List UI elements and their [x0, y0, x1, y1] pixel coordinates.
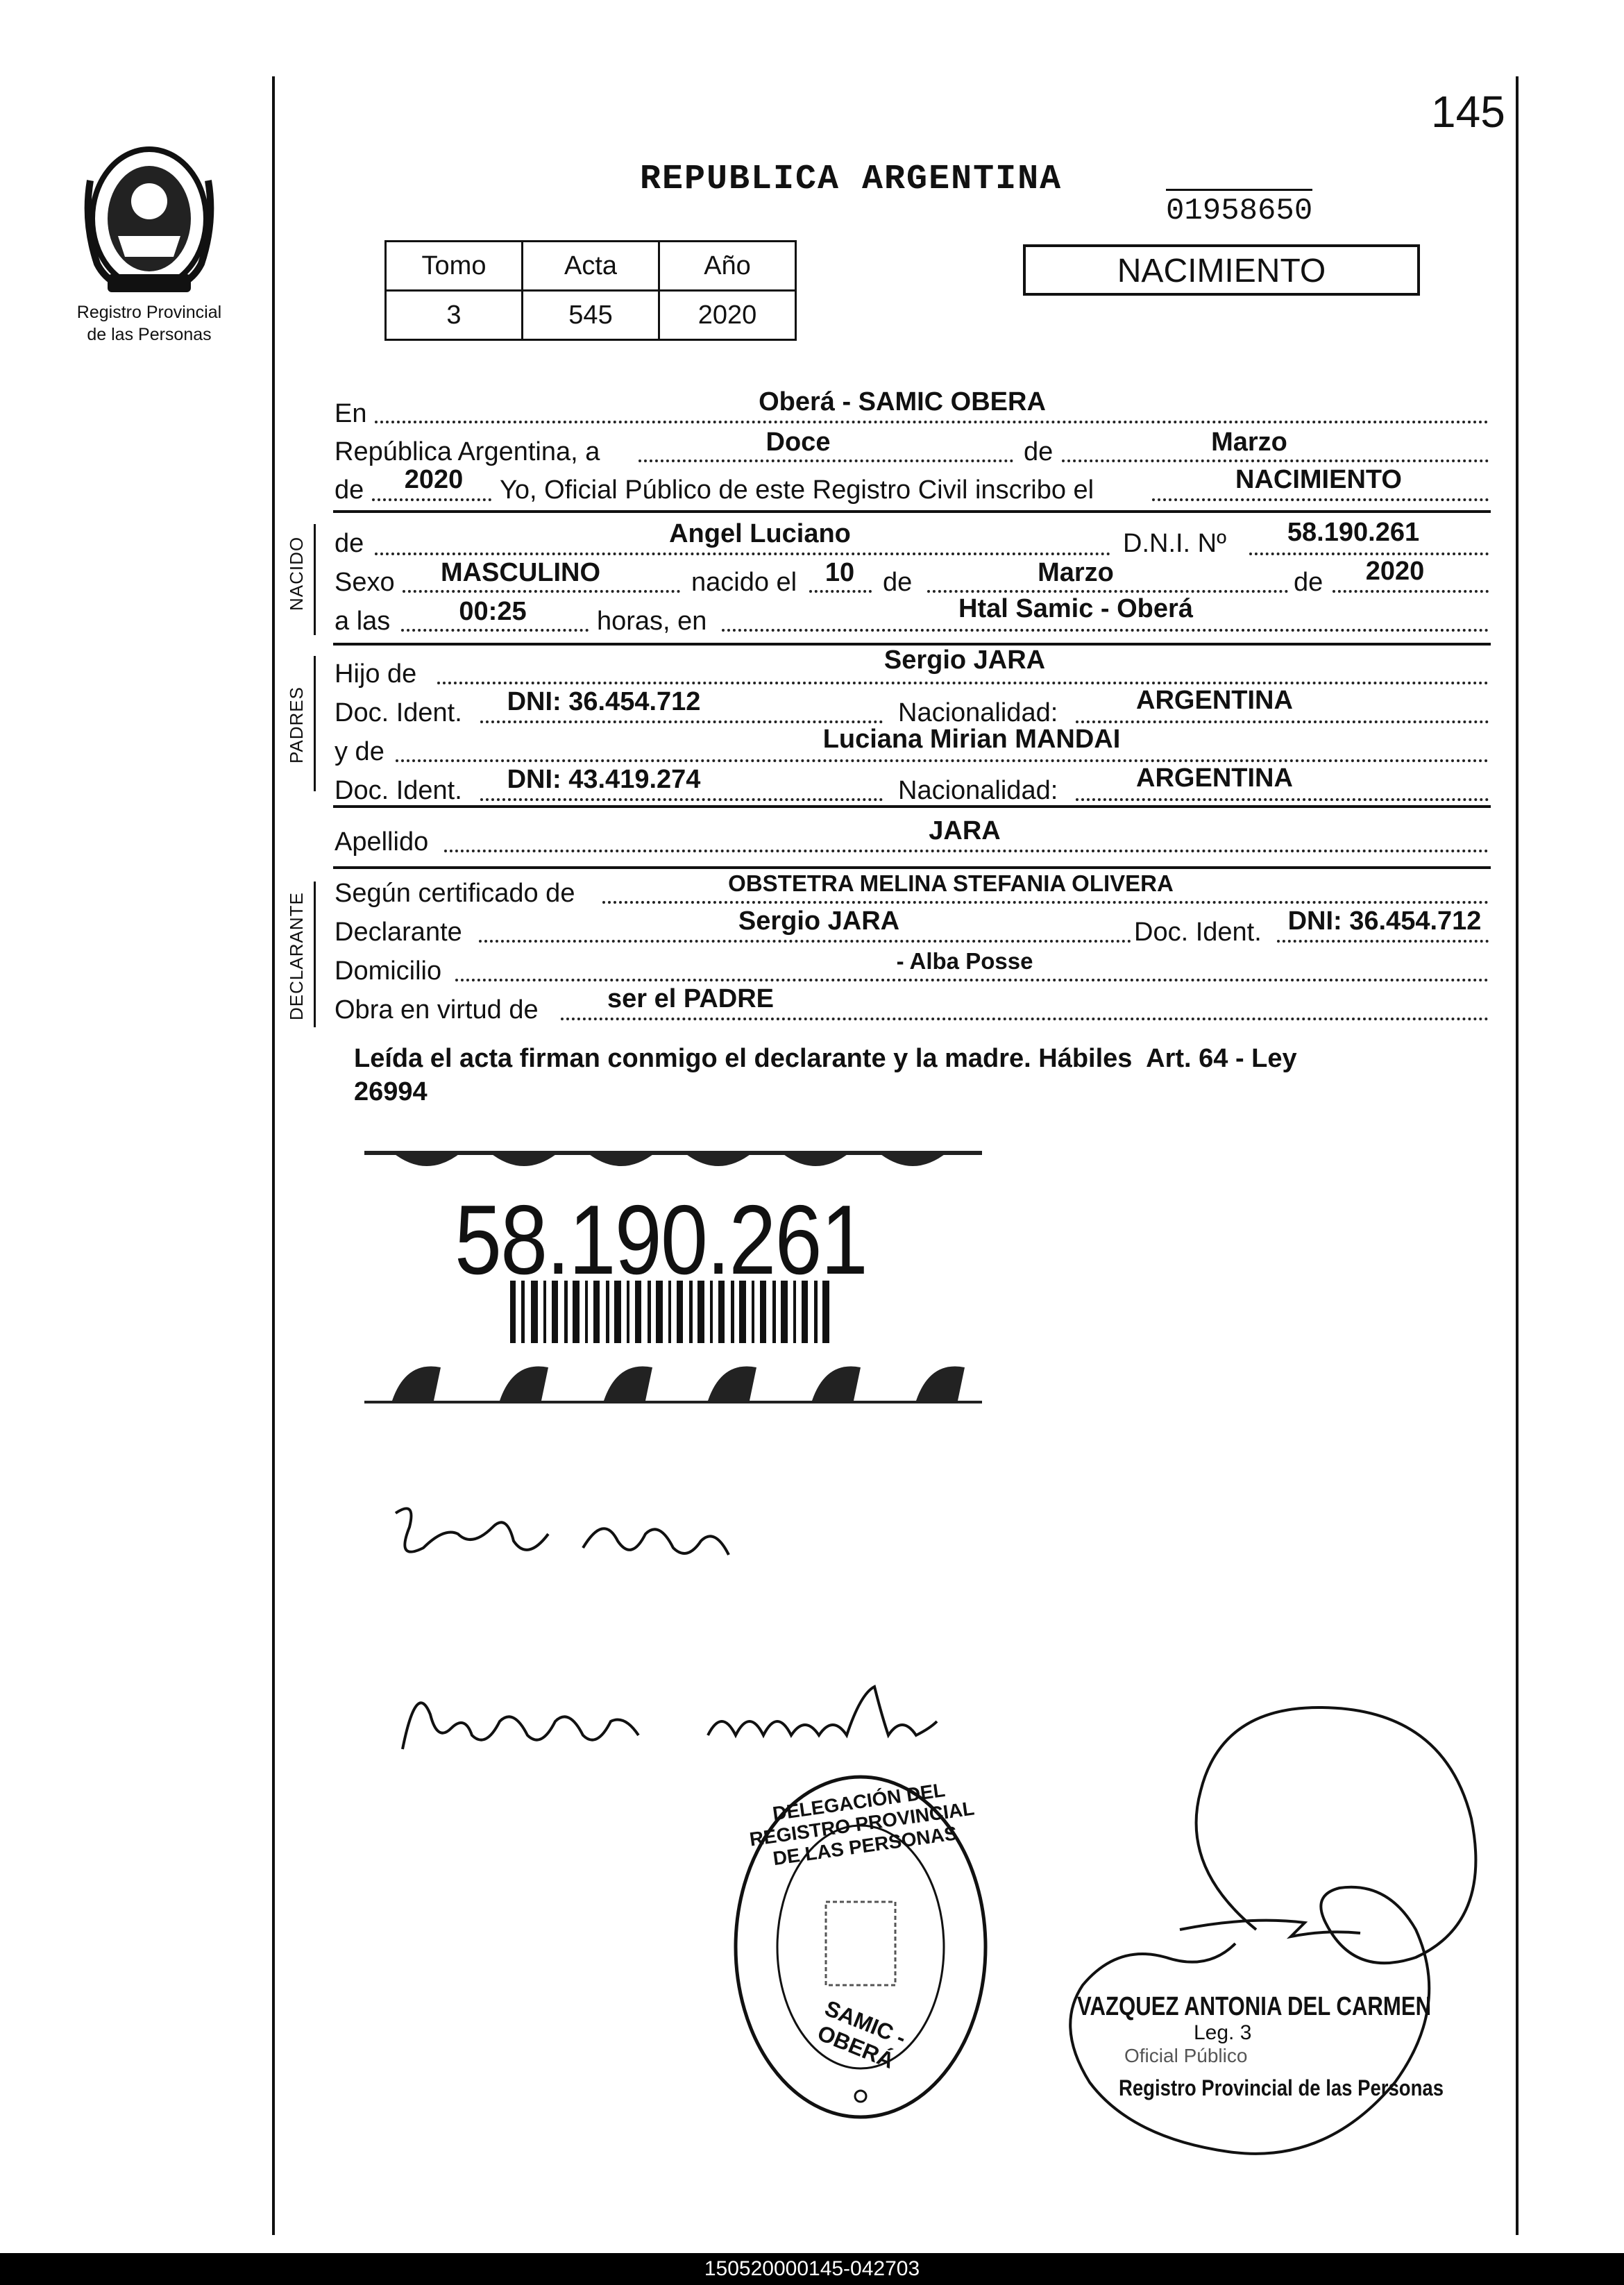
mother-name: Luciana Mirian MANDAI [822, 725, 1121, 754]
closing-line-2: 26994 [354, 1077, 428, 1106]
father-name: Sergio JARA [883, 646, 1046, 675]
declarante-section-label: DECLARANTE [286, 892, 307, 1020]
official-stamp-line3: Oficial Público [1124, 2045, 1248, 2066]
sticker-dni-number: 58.190.261 [455, 1185, 868, 1295]
issuer-line-2: de las Personas [87, 325, 212, 344]
official-stamp-line4: Registro Provincial de las Personas [1119, 2075, 1444, 2100]
declarante-doc: DNI: 36.454.712 [1287, 907, 1482, 936]
nacido-de-label: de [335, 529, 364, 558]
birth-place: Htal Samic - Oberá [958, 594, 1193, 623]
page-number: 145 [1431, 87, 1505, 137]
footer-code: 150520000145-042703 [0, 2253, 1624, 2285]
mother-signature [375, 1666, 999, 1777]
child-name: Angel Luciano [669, 519, 851, 548]
left-margin-line [272, 76, 275, 2235]
de-label-year: de [335, 475, 364, 505]
right-margin-line [1516, 76, 1519, 2235]
birth-year: 2020 [1365, 557, 1425, 586]
birth-time: 00:25 [459, 597, 527, 626]
official-signature [1027, 1694, 1513, 2179]
country-title: REPUBLICA ARGENTINA [640, 160, 1063, 199]
document-type-box [1023, 244, 1420, 296]
padres-section-label: PADRES [286, 686, 307, 764]
dni-label: D.N.I. Nº [1123, 529, 1226, 558]
closing-line-1: Leída el acta firman conmigo el declarante y la madre. Hábiles Art. 64 - Ley [354, 1044, 1297, 1073]
en-value: Oberá - SAMIC OBERA [759, 387, 1046, 416]
de-label-month: de [1024, 437, 1054, 466]
year-value: 2020 [404, 465, 464, 494]
de-label-birth-month: de [883, 568, 913, 597]
child-dni: 58.190.261 [1287, 518, 1420, 547]
republica-label: República Argentina, a [335, 437, 600, 466]
officer-text: Yo, Oficial Público de este Registro Civil inscribo el [500, 475, 1094, 505]
table-value-acta: 545 [523, 291, 659, 340]
month-value: Marzo [1211, 428, 1287, 457]
mother-doc: DNI: 43.419.274 [507, 765, 701, 794]
certificado-value: OBSTETRA MELINA STEFANIA OLIVERA [728, 870, 1174, 896]
domicilio-value: - Alba Posse [896, 948, 1033, 974]
document-type: NACIMIENTO [1117, 253, 1326, 289]
table-value-tomo: 3 [386, 291, 523, 340]
a-las-label: a las [335, 607, 391, 636]
father-nat-label: Nacionalidad: [898, 698, 1058, 727]
declarante-value: Sergio JARA [738, 907, 900, 936]
hijo-de-label: Hijo de [335, 659, 417, 689]
de-label-birth-year: de [1294, 568, 1323, 597]
official-stamp-line2: Leg. 3 [1194, 2021, 1252, 2044]
en-label: En [335, 399, 367, 428]
sexo-label: Sexo [335, 568, 395, 597]
y-de-label: y de [335, 737, 384, 766]
table-header-acta: Acta [523, 242, 659, 291]
mother-nat-label: Nacionalidad: [898, 776, 1058, 805]
mother-nationality: ARGENTINA [1136, 764, 1293, 793]
domicilio-label: Domicilio [335, 956, 442, 986]
seal-center-text: SAMIC - OBERÁ [813, 1995, 910, 2074]
apellido-label: Apellido [335, 827, 429, 857]
declarante-label: Declarante [335, 918, 462, 947]
birth-month: Marzo [1038, 558, 1114, 587]
nacido-el-label: nacido el [691, 568, 797, 597]
father-doc: DNI: 36.454.712 [507, 687, 701, 716]
declarante-signature [368, 1485, 784, 1583]
table-value-ano: 2020 [659, 291, 796, 340]
seal-round-text: DELEGACIÓN DEL REGISTRO PROVINCIAL DE LAS PERSONAS [748, 1779, 976, 1870]
sexo-value: MASCULINO [440, 558, 601, 587]
mother-doc-label: Doc. Ident. [335, 776, 462, 805]
issuer-line-1: Registro Provincial [76, 303, 222, 322]
registry-table [384, 240, 797, 341]
certificado-label: Según certificado de [335, 879, 575, 908]
serial-number: 01958650 [1166, 189, 1312, 228]
father-doc-label: Doc. Ident. [335, 698, 462, 727]
table-header-ano: Año [659, 242, 796, 291]
horas-en-label: horas, en [597, 607, 707, 636]
table-header-tomo: Tomo [386, 242, 523, 291]
father-nationality: ARGENTINA [1136, 686, 1293, 715]
province-logo [76, 139, 222, 298]
day-value: Doce [766, 428, 831, 457]
birth-day: 10 [824, 558, 855, 587]
nacido-section-label: NACIDO [286, 536, 307, 611]
declarante-doc-label: Doc. Ident. [1134, 918, 1262, 947]
official-stamp-name: VAZQUEZ ANTONIA DEL CARMEN [1077, 1992, 1432, 2021]
obra-label: Obra en virtud de [335, 995, 539, 1025]
apellido-value: JARA [929, 816, 1001, 845]
inscribe-value: NACIMIENTO [1235, 465, 1402, 494]
obra-value: ser el PADRE [607, 984, 775, 1013]
